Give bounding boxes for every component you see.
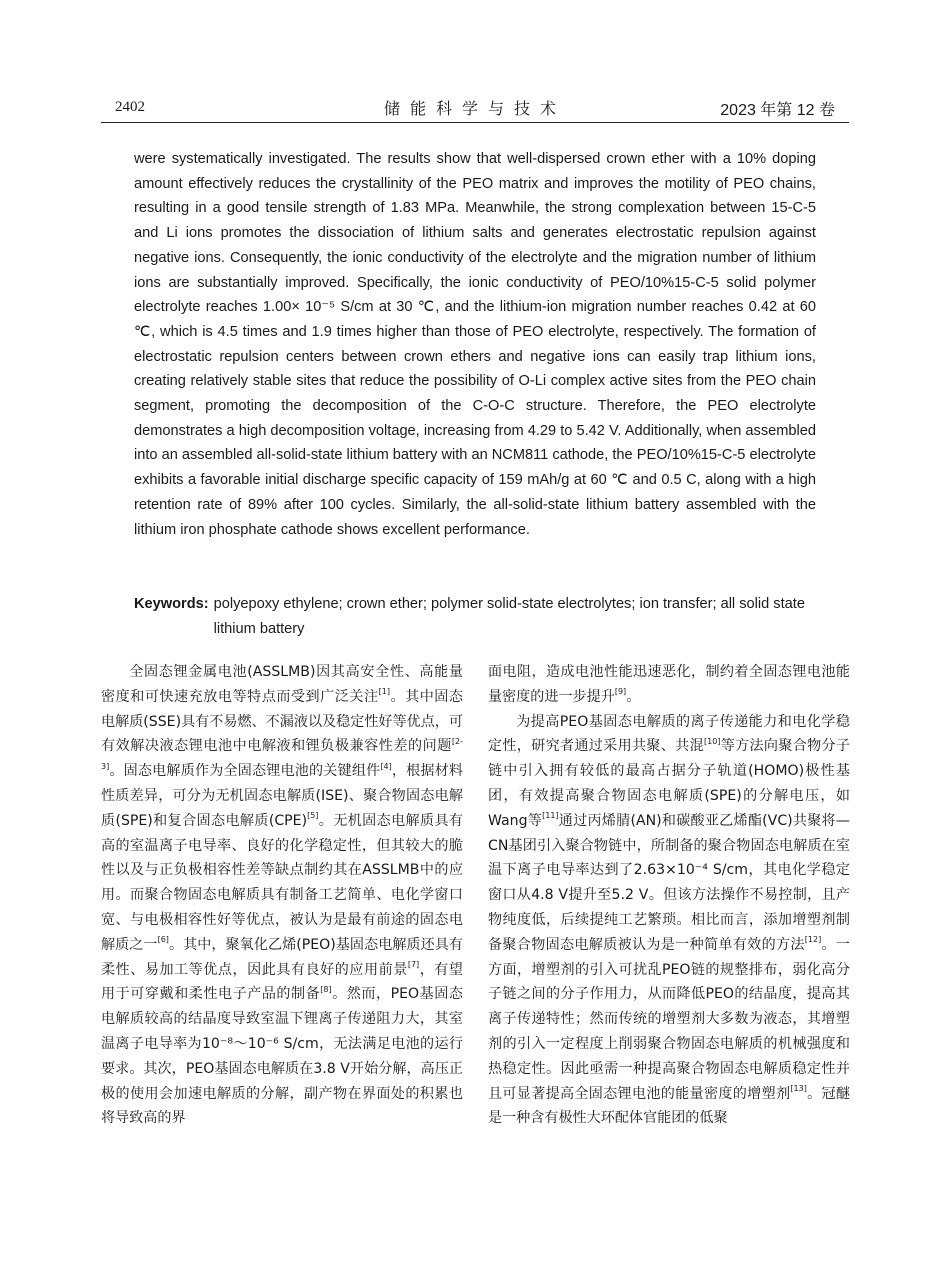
citation-ref: [11]: [542, 811, 559, 821]
citation-ref: [9]: [614, 687, 627, 697]
citation-ref: [8]: [320, 984, 332, 994]
citation-ref: [4]: [380, 761, 392, 771]
citation-ref: [6]: [157, 935, 169, 945]
citation-ref: [2-3]: [101, 736, 463, 771]
citation-ref: [1]: [378, 687, 390, 697]
page-header: [101, 96, 849, 123]
keywords-label: Keywords:: [134, 596, 209, 612]
citation-ref: [13]: [790, 1083, 807, 1093]
keywords-block: [134, 592, 816, 641]
body-right-column: [488, 660, 850, 1131]
page-number: 2402: [115, 99, 145, 115]
citation-ref: [10]: [704, 736, 721, 746]
abstract-text: were systematically investigated. The results show that well-dispersed crown ether with a 10% doping amount effectively reduces the crystallinity of the PEO matrix and improves the motility of PEO chains, resulting in a good tensile strength of 1.83 MPa. Meanwhile, the strong complexation between 15-C-5 and Li ions promotes the dissociation of lithium salts and generates electrostatic repulsion against negative ions. Consequently, the ionic conductivity of the electrolyte and the migration number of lithium ions are substantially improved. Specifically, the ionic conductivity of PEO/10%15-C-5 solid polymer electrolyte reaches 1.00× 10⁻⁵ S/cm at 30 ℃, and the lithium-ion migration number reaches 0.42 at 60 ℃, which is 4.5 times and 1.9 times higher than those of PEO electrolyte, respectively. The formation of electrostatic repulsion centers between crown ethers and negative ions can easily trap lithium ions, creating relatively stable sites that reduce the possibility of O-Li complex active sites from the PEO chain segment, promoting the decomposition of the C-O-C structure. Therefore, the PEO electrolyte demonstrates a high decomposition voltage, increasing from 4.29 to 5.42 V. Additionally, when assembled into an assembled all-solid-state lithium battery with an NCM811 cathode, the PEO/10%15-C-5 electrolyte exhibits a favorable initial discharge specific capacity of 159 mAh/g at 60 ℃ and 0.5 C, along with a high retention rate of 89% after 100 cycles. Similarly, the all-solid-state lithium battery assembled with the lithium iron phosphate cathode shows excellent performance.: [134, 151, 816, 538]
citation-ref: [7]: [407, 959, 420, 969]
body-left-column: [101, 660, 463, 1131]
keywords-text: polyepoxy ethylene; crown ether; polymer solid-state electrolytes; ion transfer; all solid state lithium battery: [213, 596, 805, 637]
citation-ref: [12]: [804, 935, 822, 945]
journal-title: 储能科学与技术: [383, 99, 566, 118]
body-paragraph: 面电阻，造成电池性能迅速恶化，制约着全固态锂电池能量密度的进一步提升[9]。: [488, 664, 850, 705]
body-paragraph: 为提高PEO基固态电解质的离子传递能力和电化学稳定性，研究者通过采用共聚、共混[10]等方法向聚合物分子链中引入拥有较低的最高占据分子轨道(HOMO)极性基团，有效提高聚合物固态电解质(SPE)的分解电压，如Wang等[11]通过丙烯腈(AN)和碳酸亚乙烯酯(VC)共聚将—CN基团引入聚合物链中，所制备的聚合物固态电解质在室温下离子电导率达到了2.63×10⁻⁴ S/cm，其电化学稳定窗口从4.8 V提升至5.2 V。但该方法操作不易控制，且产物纯度低，后续提纯工艺繁琐。相比而言，添加增塑剂制备聚合物固态电解质被认为是一种简单有效的方法[12]。一方面，增塑剂的引入可扰乱PEO链的规整排布，弱化高分子链之间的分子作用力，从而降低PEO的结晶度，提高其离子传递特性；然而传统的增塑剂大多数为液态，其增塑剂的引入一定程度上削弱聚合物固态电解质的机械强度和热稳定性。因此亟需一种提高聚合物固态电解质稳定性并且可显著提高全固态锂电池的能量密度的增塑剂[13]。冠醚是一种含有极性大环配体官能团的低聚: [488, 713, 851, 1127]
citation-ref: [5]: [307, 811, 319, 821]
body-paragraph: 全固态锂金属电池(ASSLMB)因其高安全性、高能量密度和可快速充放电等特点而受到广泛关注[1]。其中固态电解质(SSE)具有不易燃、不漏液以及稳定性好等优点，可有效解决液态锂电池中电解液和锂负极兼容性差的问题[2-3]。固态电解质作为全固态锂电池的关键组件[4]，根据材料性质差异，可分为无机固态电解质(ISE)、聚合物固态电解质(SPE)和复合固态电解质(CPE)[5]。无机固态电解质具有高的室温离子电导率、良好的化学稳定性，但其较大的脆性以及与正负极相容性差等缺点制约其在ASSLMB中的应用。而聚合物固态电解质具有制备工艺简单、电化学窗口宽、与电极相容性好等优点，被认为是最有前途的固态电解质之一[6]。其中，聚氧化乙烯(PEO)基固态电解质还具有柔性、易加工等优点，因此具有良好的应用前景[7]，有望用于可穿戴和柔性电子产品的制备[8]。然而，PEO基固态电解质较高的结晶度导致室温下锂离子传递阻力大，其室温离子电导率为10⁻⁸～10⁻⁶ S/cm，无法满足电池的运行要求。其次，PEO基固态电解质在3.8 V开始分解，高压正极的使用会加速电解质的分解，副产物在界面处的积累也将导致高的界: [101, 664, 464, 1127]
issue-info: 2023 年第 12 卷: [720, 102, 835, 119]
